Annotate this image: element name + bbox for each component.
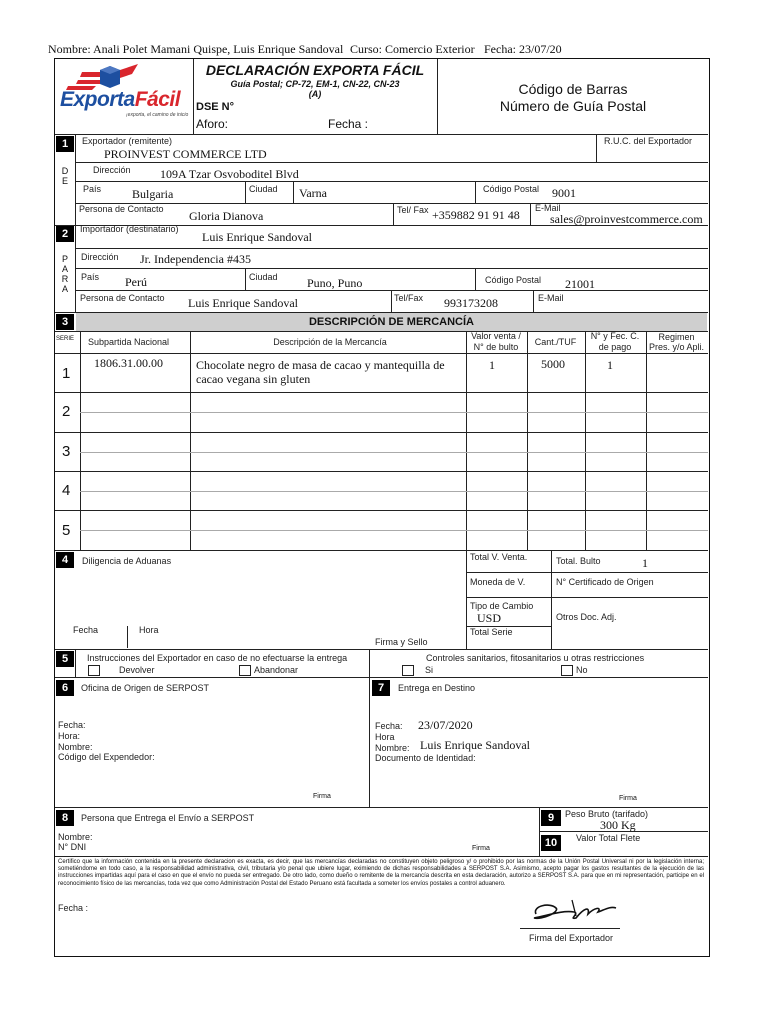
- col-subpartida: Subpartida Nacional: [88, 337, 170, 347]
- entrega-title: Entrega en Destino: [398, 683, 476, 693]
- col-regimen-2: Pres. y/o Apli.: [648, 342, 705, 352]
- controles-label: Controles sanitarios, fitosanitarios u otras restricciones: [426, 653, 645, 663]
- instrucciones-title: Instrucciones del Exportador en caso de no efectuarse la entrega: [87, 653, 348, 663]
- section-8-number: 8: [56, 810, 74, 826]
- oficina-title: Oficina de Origen de SERPOST: [81, 683, 210, 693]
- side-letter: A: [61, 284, 68, 294]
- row-1-cant: 5000: [541, 357, 565, 371]
- total-v-venta: Total V. Venta.: [470, 552, 528, 562]
- exporter-tel: +359882 91 91 48: [432, 208, 520, 222]
- side-letter: A: [61, 264, 68, 274]
- certifico-fecha: Fecha :: [58, 903, 89, 913]
- row-3-number: 3: [62, 443, 71, 460]
- col-nfec-1: N° y Fec. C.: [590, 331, 640, 341]
- exporter-contacto-label: Persona de Contacto: [79, 204, 164, 214]
- peso-label: Peso Bruto (tarifado): [565, 809, 649, 819]
- dse-label: DSE N°: [196, 101, 235, 113]
- exporter-signature: [528, 896, 620, 928]
- importer-contacto-label: Persona de Contacto: [80, 293, 165, 303]
- ruc-label: R.U.C. del Exportador: [604, 136, 693, 146]
- logo-wordmark: [60, 88, 180, 112]
- col-nfec-2: de pago: [598, 342, 632, 352]
- row-1-number: 1: [62, 365, 71, 382]
- importer-email-label: E-Mail: [538, 293, 564, 303]
- header-fecha-label: Fecha :: [328, 117, 369, 131]
- section-7-number: 7: [372, 680, 390, 696]
- importer-title: Importador (destinatario): [80, 224, 179, 234]
- side-letter: R: [61, 274, 69, 284]
- section-6-number: 6: [56, 680, 74, 696]
- row-1-nfec: 1: [607, 358, 613, 372]
- devolver-checkbox[interactable]: [88, 665, 100, 676]
- merch-title: DESCRIPCIÓN DE MERCANCÍA: [308, 316, 474, 328]
- side-letter: E: [61, 176, 68, 186]
- row-1-valor: 1: [489, 358, 495, 372]
- persona-title: Persona que Entrega el Envío a SERPOST: [81, 813, 255, 823]
- oficina-hora: Hora:: [58, 731, 81, 741]
- importer-tel: 993173208: [444, 296, 498, 310]
- persona-nombre: Nombre:: [58, 832, 93, 842]
- exporter-tel-label: Tel/ Fax: [397, 205, 429, 215]
- section-9-number: 9: [541, 810, 561, 826]
- entrega-fecha: Fecha:: [375, 721, 403, 731]
- si-label: Si: [425, 665, 434, 675]
- oficina-fecha: Fecha:: [58, 720, 86, 730]
- row-2-number: 2: [62, 403, 71, 420]
- entrega-documento: Documento de Identidad:: [375, 753, 476, 763]
- guia-postal-label: Número de Guía Postal: [499, 98, 647, 114]
- tipo-cambio-label: Tipo de Cambio: [470, 601, 534, 611]
- aduanas-hora: Hora: [139, 625, 159, 635]
- exporter-name: PROINVEST COMMERCE LTD: [104, 147, 267, 161]
- col-valor-2: N° de bulto: [473, 342, 519, 352]
- exporter-pais: Bulgaria: [132, 187, 174, 201]
- section-5-number: 5: [56, 651, 74, 667]
- exporter-cp-label: Código Postal: [483, 184, 540, 194]
- logo-text-exporta: Exporta: [60, 88, 135, 111]
- importer-ciudad-label: Ciudad: [249, 272, 278, 282]
- oficina-firma: Firma: [313, 793, 331, 800]
- aduanas-firma-sello: Firma y Sello: [375, 637, 428, 647]
- exporter-ciudad-label: Ciudad: [249, 184, 278, 194]
- exporter-email: sales@proinvestcommerce.com: [550, 212, 703, 226]
- persona-dni: N° DNI: [58, 842, 87, 852]
- no-checkbox[interactable]: [561, 665, 573, 676]
- section-1-number: 1: [56, 136, 74, 152]
- importer-cp-label: Código Postal: [485, 275, 542, 285]
- aduanas-fecha: Fecha: [73, 625, 99, 635]
- total-serie-label: Total Serie: [470, 627, 513, 637]
- entrega-nombre: Nombre:: [375, 743, 410, 753]
- exporter-cp: 9001: [552, 186, 576, 200]
- abandonar-checkbox[interactable]: [239, 665, 251, 676]
- tipo-cambio-value: USD: [477, 611, 502, 625]
- importer-pais-label: País: [81, 272, 100, 282]
- otros-doc-label: Otros Doc. Adj.: [556, 612, 617, 622]
- importer-pais: Perú: [125, 275, 147, 289]
- oficina-codigo: Código del Expendedor:: [58, 752, 155, 762]
- form-title: DECLARACIÓN EXPORTA FÁCIL: [205, 62, 425, 78]
- persona-firma: Firma: [472, 845, 490, 852]
- importer-tel-label: Tel/Fax: [394, 293, 424, 303]
- moneda-label: Moneda de V.: [470, 577, 526, 587]
- section-3-number: 3: [56, 314, 74, 330]
- total-bulto-label: Total. Bulto: [556, 556, 601, 566]
- importer-contacto: Luis Enrique Sandoval: [188, 296, 298, 310]
- exporter-contacto: Gloria Dianova: [189, 209, 264, 223]
- row-1-desc-line1: Chocolate negro de masa de cacao y mantequilla de: [196, 358, 445, 372]
- top-info-fecha: Fecha: 23/07/20: [484, 42, 562, 56]
- exporter-pais-label: País: [83, 184, 102, 194]
- section-2-number: 2: [56, 226, 74, 242]
- section-10-number: 10: [541, 835, 561, 851]
- certifico-text: Certifico que la información contenida en la presente declaracion es exacta, es decir, que las mercancías declaradas no constituyen objeto peligroso y/ o prohibido por las normas de la Unión Postal Universal ni por la legislación interna; sometiéndome en todo caso, a la responsabilidad administrativa, civil, tributaria y/o penal que ubiere lugar, eximiendo de dichas responsabilidades a SERPOST S.A. Asimismo, acepto pagar los gastos resultantes de la ejecución de las instrucciones impartidas aquí para el caso en que el envío no pueda ser entregado. De otro lado, como dueño o remitente de la mercancía descrita en esta declaración, autorizo a SERPOST S.A. para que en mi representación, participe en el reconocimiento físico de las mercancías, toda vez que como Administración Postal del Estado Peruano está facultada a someter los envíos postales a control aduanero.: [58, 859, 704, 887]
- col-regimen-1: Regimen: [658, 332, 695, 342]
- peso-value: 300 Kg: [600, 818, 636, 832]
- side-letter: D: [61, 166, 69, 176]
- abandonar-label: Abandonar: [254, 665, 299, 675]
- exporter-email-label: E-Mail: [535, 203, 561, 213]
- entrega-nombre-value: Luis Enrique Sandoval: [420, 738, 530, 752]
- entrega-fecha-value: 23/07/2020: [418, 718, 473, 732]
- exporter-ciudad: Varna: [299, 186, 327, 200]
- entrega-hora: Hora: [375, 732, 395, 742]
- logo-tagline: ¡exporta, el camino de inicio: [126, 112, 189, 118]
- importer-name: Luis Enrique Sandoval: [202, 230, 312, 244]
- col-cant: Cant./TUF: [534, 337, 577, 347]
- col-valor-1: Valor venta /: [471, 331, 521, 341]
- no-label: No: [576, 665, 588, 675]
- importer-direccion-label: Dirección: [81, 252, 119, 262]
- entrega-firma: Firma: [619, 795, 637, 802]
- form-subtitle-a: (A): [308, 89, 322, 99]
- top-info-nombre: Nombre: Anali Polet Mamani Quispe, Luis Enrique Sandoval: [48, 42, 344, 56]
- si-checkbox[interactable]: [402, 665, 414, 676]
- col-serie: SERIE: [56, 336, 75, 342]
- total-bulto-value: 1: [642, 556, 648, 570]
- cert-origen-label: N° Certificado de Origen: [556, 577, 654, 587]
- section-4-number: 4: [56, 552, 74, 568]
- side-letters-para: [59, 254, 71, 294]
- devolver-label: Devolver: [119, 665, 155, 675]
- aforo-label: Aforo:: [196, 117, 229, 131]
- side-letter: P: [61, 254, 68, 264]
- exporter-title: Exportador (remitente): [82, 136, 173, 146]
- col-descripcion: Descripción de la Mercancía: [273, 337, 387, 347]
- importer-ciudad: Puno, Puno: [307, 276, 363, 290]
- row-1-subpartida: 1806.31.00.00: [94, 356, 163, 370]
- top-info-curso: Curso: Comercio Exterior: [350, 42, 475, 56]
- exporter-direccion: 109A Tzar Osvoboditel Blvd: [160, 167, 299, 181]
- row-4-number: 4: [62, 482, 71, 499]
- importer-cp: 21001: [565, 277, 595, 291]
- firma-exportador-label: Firma del Exportador: [529, 933, 614, 943]
- oficina-nombre: Nombre:: [58, 742, 93, 752]
- flete-label: Valor Total Flete: [576, 833, 641, 843]
- row-5-number: 5: [62, 522, 71, 539]
- barcode-label: Código de Barras: [518, 81, 628, 97]
- importer-direccion: Jr. Independencia #435: [140, 252, 251, 266]
- row-1-desc-line2: cacao vegana sin gluten: [196, 372, 311, 386]
- exporter-direccion-label: Dirección: [93, 165, 131, 175]
- form-subtitle: Guía Postal; CP-72, EM-1, CN-22, CN-23: [230, 79, 400, 89]
- aduanas-title: Diligencia de Aduanas: [82, 556, 172, 566]
- logo-text-facil: Fácil: [134, 88, 181, 111]
- side-letters-de: [59, 166, 71, 186]
